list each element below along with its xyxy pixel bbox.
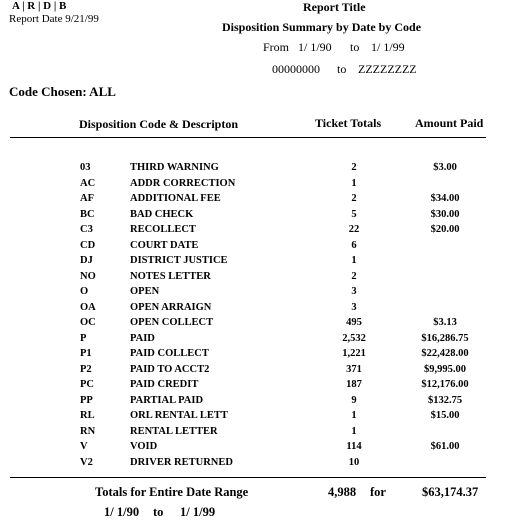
disposition-description: BAD CHECK xyxy=(130,208,194,220)
disposition-description: PAID xyxy=(130,332,155,344)
disposition-description: RECOLLECT xyxy=(130,224,196,235)
table-row xyxy=(0,255,510,271)
amount-paid: $15.00 xyxy=(430,410,460,421)
disposition-code: V xyxy=(80,441,88,452)
table-row xyxy=(0,224,510,240)
table-row xyxy=(0,379,510,395)
table-row xyxy=(0,333,510,349)
ticket-total: 1 xyxy=(351,177,357,189)
column-header-code-desc: Disposition Code & Descripton xyxy=(79,117,239,131)
table-row xyxy=(0,178,510,194)
totals-for-word: for xyxy=(370,485,386,499)
table-row xyxy=(0,286,510,302)
totals-to-label: to xyxy=(153,505,164,519)
disposition-description: OPEN xyxy=(130,286,160,297)
disposition-code: AC xyxy=(80,177,96,189)
disposition-code: P1 xyxy=(80,348,92,359)
disposition-code: P2 xyxy=(80,363,92,375)
disposition-code: 03 xyxy=(80,162,91,173)
ticket-total: 2,532 xyxy=(342,332,366,344)
date-to: 1/ 1/99 xyxy=(371,40,405,54)
disposition-description: PAID TO ACCT2 xyxy=(130,363,210,375)
table-row xyxy=(0,317,510,333)
table-row xyxy=(0,193,510,209)
disposition-description: PAID COLLECT xyxy=(130,348,209,359)
disposition-code: O xyxy=(80,286,89,297)
disposition-description: COURT DATE xyxy=(130,239,199,251)
ticket-total: 3 xyxy=(351,301,357,313)
amount-paid: $30.00 xyxy=(430,208,460,220)
amount-paid: $20.00 xyxy=(430,224,460,235)
totals-date-from: 1/ 1/90 xyxy=(104,505,140,519)
range-start: 00000000 xyxy=(272,62,320,76)
disposition-description: RENTAL LETTER xyxy=(130,425,218,437)
ticket-total: 3 xyxy=(351,286,357,297)
ticket-total: 371 xyxy=(346,363,362,375)
to-label: to xyxy=(350,40,360,54)
table-row xyxy=(0,410,510,426)
ticket-total: 1 xyxy=(351,255,357,266)
ticket-total: 2 xyxy=(351,270,357,282)
disposition-code: NO xyxy=(80,270,96,282)
ticket-total: 2 xyxy=(351,162,357,173)
table-row xyxy=(0,209,510,225)
ticket-total: 5 xyxy=(351,208,357,220)
amount-paid: $61.00 xyxy=(430,441,460,452)
disposition-description: OPEN ARRAIGN xyxy=(130,301,212,313)
table-row xyxy=(0,302,510,318)
disposition-code: BC xyxy=(80,208,95,220)
company-code: A | R | D | B xyxy=(12,0,67,12)
ticket-total: 9 xyxy=(351,394,357,406)
ticket-total: 114 xyxy=(346,441,362,452)
ticket-total: 495 xyxy=(346,317,362,328)
table-row xyxy=(0,395,510,411)
disposition-code: V2 xyxy=(80,456,93,468)
disposition-description: DISTRICT JUSTICE xyxy=(130,255,228,266)
amount-paid: $16,286.75 xyxy=(421,332,469,344)
header-rule xyxy=(10,137,486,138)
range-to-label: to xyxy=(337,62,347,76)
ticket-total: 22 xyxy=(348,224,360,235)
amount-paid: $12,176.00 xyxy=(421,379,469,390)
column-header-ticket-totals: Ticket Totals xyxy=(315,116,382,130)
ticket-total: 6 xyxy=(351,239,357,251)
disposition-code: DJ xyxy=(80,255,93,266)
disposition-code: OA xyxy=(80,301,96,313)
range-end: ZZZZZZZZ xyxy=(358,62,417,76)
amount-paid: $9,995.00 xyxy=(424,363,466,375)
totals-tickets: 4,988 xyxy=(328,485,357,499)
disposition-description: THIRD WARNING xyxy=(130,162,219,173)
date-from: 1/ 1/90 xyxy=(298,40,332,54)
ticket-total: 187 xyxy=(346,379,362,390)
totals-amount: $63,174.37 xyxy=(422,485,479,499)
table-row xyxy=(0,240,510,256)
from-label: From xyxy=(263,40,290,54)
disposition-description: PARTIAL PAID xyxy=(130,394,204,406)
table-row xyxy=(0,364,510,380)
disposition-code: AF xyxy=(80,193,94,204)
totals-date-to: 1/ 1/99 xyxy=(180,505,216,519)
totals-rule xyxy=(10,477,486,478)
amount-paid: $34.00 xyxy=(430,193,460,204)
amount-paid: $3.00 xyxy=(433,162,457,173)
table-row xyxy=(0,271,510,287)
disposition-code: PC xyxy=(80,379,94,390)
ticket-total: 1 xyxy=(351,410,357,421)
table-row xyxy=(0,457,510,473)
totals-label: Totals for Entire Date Range xyxy=(95,485,249,499)
ticket-total: 2 xyxy=(351,193,357,204)
disposition-code: RN xyxy=(80,425,96,437)
report-title: Report Title xyxy=(303,0,366,14)
disposition-code: CD xyxy=(80,239,96,251)
table-row xyxy=(0,426,510,442)
disposition-code: PP xyxy=(80,394,93,406)
disposition-description: DRIVER RETURNED xyxy=(130,456,233,468)
disposition-description: PAID CREDIT xyxy=(130,379,199,390)
disposition-code: OC xyxy=(80,317,96,328)
table-row xyxy=(0,348,510,364)
ticket-total: 10 xyxy=(348,456,360,468)
column-header-amount-paid: Amount Paid xyxy=(415,116,484,130)
disposition-description: VOID xyxy=(130,441,158,452)
table-row xyxy=(0,441,510,457)
amount-paid: $132.75 xyxy=(427,394,463,406)
report-subtitle: Disposition Summary by Date by Code xyxy=(222,20,422,34)
report-date: Report Date 9/21/99 xyxy=(9,13,99,25)
disposition-description: ADDITIONAL FEE xyxy=(130,193,221,204)
disposition-code: RL xyxy=(80,410,95,421)
amount-paid: $22,428.00 xyxy=(421,348,469,359)
disposition-description: ORL RENTAL LETT xyxy=(130,410,228,421)
ticket-total: 1 xyxy=(351,425,357,437)
disposition-description: ADDR CORRECTION xyxy=(130,177,236,189)
disposition-code: P xyxy=(80,332,87,344)
disposition-description: OPEN COLLECT xyxy=(130,317,214,328)
amount-paid: $3.13 xyxy=(433,317,457,328)
code-chosen: Code Chosen: ALL xyxy=(9,84,116,99)
disposition-code: C3 xyxy=(80,224,93,235)
table-row xyxy=(0,162,510,178)
ticket-total: 1,221 xyxy=(342,348,366,359)
disposition-description: NOTES LETTER xyxy=(130,270,211,282)
